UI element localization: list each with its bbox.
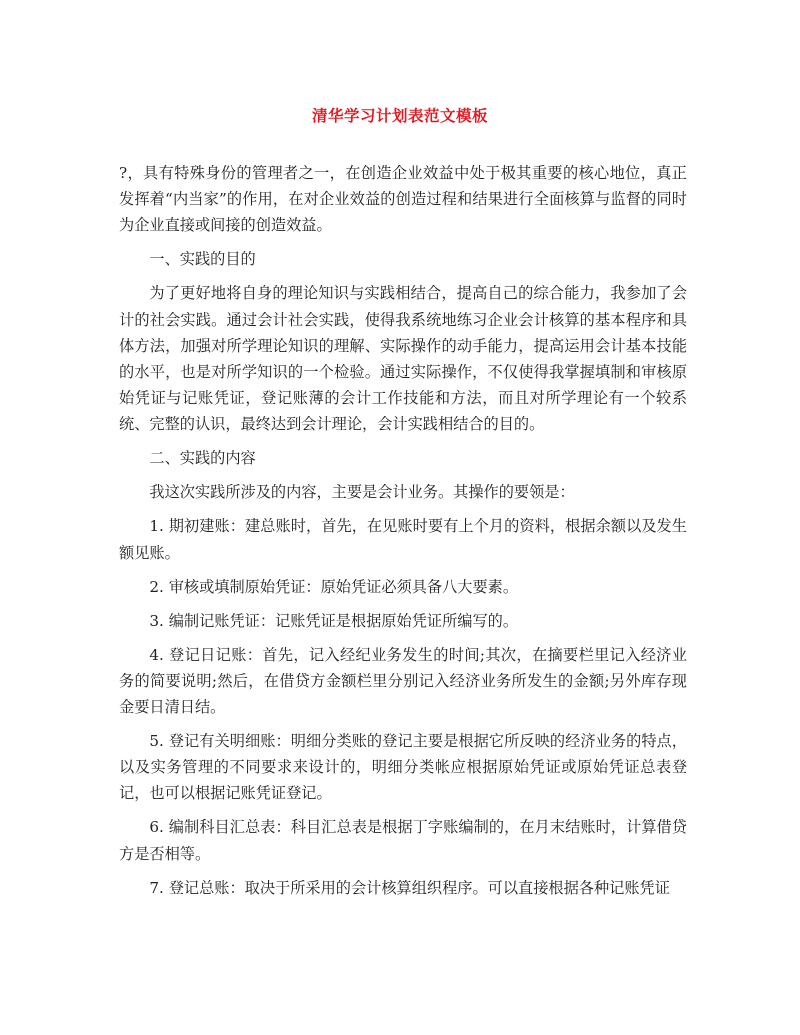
paragraph-content-intro: 我这次实践所涉及的内容，主要是会计业务。其操作的要领是： — [149, 483, 575, 502]
paragraph-intro: ?，具有特殊身份的管理者之一，在创造企业效益中处于极其重要的核心地位，真正发挥着“内当家”的作用，在对企业效益的创造过程和结果进行全面核算与监督的同时为企业直接或间接的创造效益。 — [119, 164, 687, 235]
document-title: 清华学习计划表范文模板 — [311, 106, 488, 125]
list-item-4: 4. 登记日记账：首先，记入经纪业务发生的时间;其次，在摘要栏里记入经济业务的简要说明;然后，在借贷方金额栏里分别记入经济业务所发生的金额;另外库存现金要日清日结。 — [119, 645, 687, 717]
paragraph-purpose: 为了更好地将自身的理论知识与实践相结合，提高自己的综合能力，我参加了会计的社会实践。通过会计社会实践，使得我系统地练习企业会计核算的基本程序和具体方法，加强对所学理论知识的理解、实际操作的动手能力，提高运用会计基本技能的水平，也是对所学知识的一个检验。通过实际操作，不仅使得我掌握填制和审核原始凭证与记账凭证，登记账薄的会计工作技能和方法，而且对所学理论有一个较系统、完整的认识，最终达到会计理论，会计实践相结合的目的。 — [119, 284, 687, 434]
list-item-1: 1. 期初建账：建总账时，首先，在见账时要有上个月的资料，根据余额以及发生额见账。 — [119, 517, 687, 562]
section-heading-purpose: 一、实践的目的 — [149, 250, 256, 269]
section-heading-content: 二、实践的内容 — [149, 449, 256, 468]
document-body — [119, 160, 687, 909]
list-item-7: 7. 登记总账：取决于所采用的会计核算组织程序。可以直接根据各种记账凭证 — [149, 878, 670, 897]
list-item-3: 3. 编制记账凭证：记账凭证是根据原始凭证所编写的。 — [149, 611, 519, 630]
list-item-6: 6. 编制科目汇总表：科目汇总表是根据丁字账编制的，在月末结账时，计算借贷方是否相等。 — [119, 818, 687, 863]
list-item-5: 5. 登记有关明细账：明细分类账的登记主要是根据它所反映的经济业务的特点，以及实务管理的不同要求来设计的，明细分类帐应根据原始凭证或原始凭证总表登记，也可以根据记账凭证登记。 — [119, 732, 687, 803]
list-item-2: 2. 审核或填制原始凭证：原始凭证必须具备八大要素。 — [149, 577, 519, 596]
